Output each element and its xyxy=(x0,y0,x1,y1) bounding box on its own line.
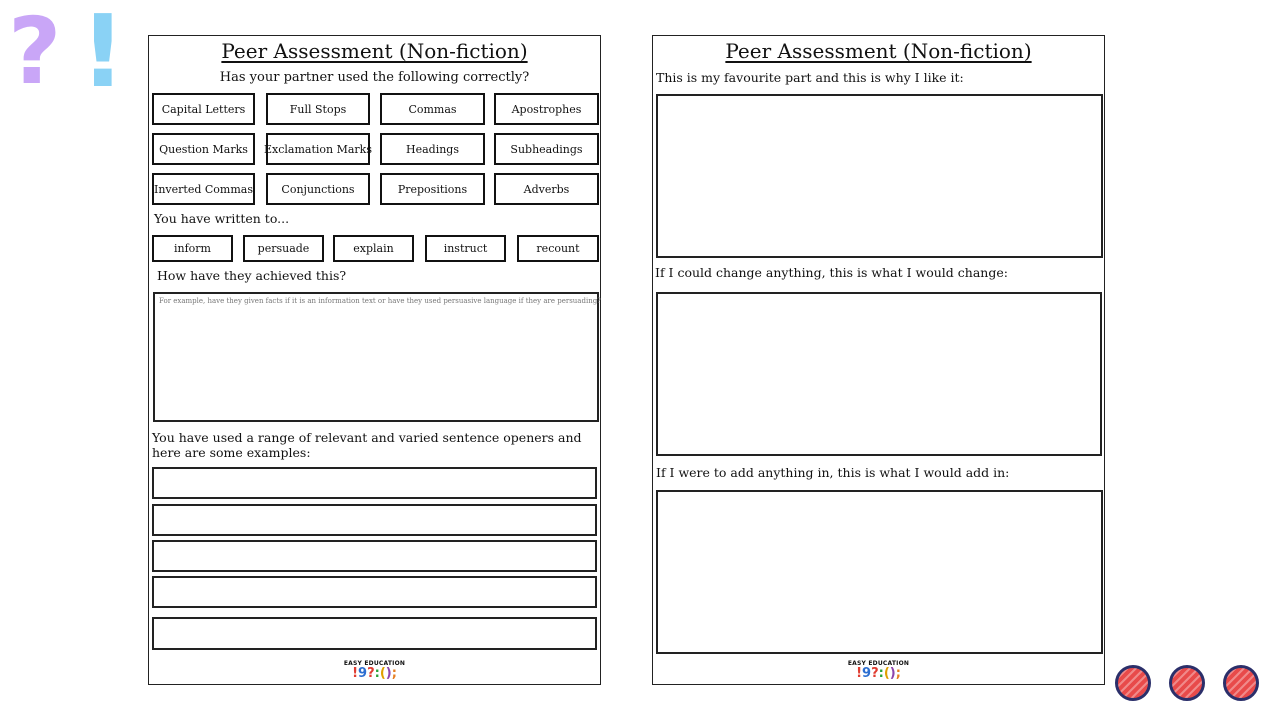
footer-logo xyxy=(653,660,1104,680)
chip-subheadings[interactable]: Subheadings xyxy=(494,133,599,165)
chip-instruct[interactable]: instruct xyxy=(425,235,506,262)
opener-example-box[interactable] xyxy=(152,576,597,608)
chip-inverted-commas[interactable]: Inverted Commas xyxy=(152,173,255,205)
logo-glyph: ? xyxy=(367,666,375,681)
logo-glyph: ; xyxy=(391,666,397,681)
logo-glyph: ! xyxy=(352,666,359,681)
nav-button-home[interactable] xyxy=(1169,665,1205,701)
footer-brand: EASY EDUCATION xyxy=(343,660,406,667)
logo-glyph: ) xyxy=(385,666,392,681)
opener-example-box[interactable] xyxy=(152,504,597,536)
openers-label: You have used a range of relevant and varied sentence openers and here are some examples: xyxy=(152,430,582,460)
logo-glyph: : xyxy=(878,666,884,681)
favourite-label: This is my favourite part and this is why I like it: xyxy=(656,70,964,85)
checklist-prompt: Has your partner used the following correctly? xyxy=(219,70,530,85)
chip-conjunctions[interactable]: Conjunctions xyxy=(266,173,370,205)
peer-assessment-sheet-checklist xyxy=(148,35,601,685)
achieved-hint: For example, have they given facts if it is an information text or have they used persuasive language if they are persuading? xyxy=(159,297,601,305)
chip-commas[interactable]: Commas xyxy=(380,93,485,125)
chip-persuade[interactable]: persuade xyxy=(243,235,324,262)
logo-glyph: ) xyxy=(889,666,896,681)
add-response-box[interactable] xyxy=(656,490,1103,654)
sheet-title: Peer Assessment (Non-fiction) xyxy=(221,39,528,63)
logo-glyph: ? xyxy=(871,666,879,681)
chip-apostrophes[interactable]: Apostrophes xyxy=(494,93,599,125)
logo-glyph: 9 xyxy=(862,666,872,681)
logo-glyph: ! xyxy=(856,666,863,681)
footer-glyphs xyxy=(149,667,600,680)
sheet-title: Peer Assessment (Non-fiction) xyxy=(725,39,1032,63)
change-label: If I could change anything, this is what I would change: xyxy=(655,265,1008,280)
opener-example-box[interactable] xyxy=(152,540,597,572)
chip-exclamation-marks[interactable]: Exclamation Marks xyxy=(266,133,370,165)
chip-full-stops[interactable]: Full Stops xyxy=(266,93,370,125)
footer-brand: EASY EDUCATION xyxy=(847,660,910,667)
opener-example-box[interactable] xyxy=(152,617,597,650)
opener-example-box[interactable] xyxy=(152,467,597,499)
exclamation-mark-decoration: ! xyxy=(80,0,126,110)
chip-recount[interactable]: recount xyxy=(517,235,599,262)
logo-glyph: 9 xyxy=(358,666,368,681)
logo-glyph: ( xyxy=(379,666,386,681)
achieved-label: How have they achieved this? xyxy=(157,268,347,283)
footer-logo xyxy=(149,660,600,680)
question-mark-decoration: ? xyxy=(8,0,62,105)
favourite-response-box[interactable] xyxy=(656,94,1103,258)
chip-adverbs[interactable]: Adverbs xyxy=(494,173,599,205)
logo-glyph: ; xyxy=(895,666,901,681)
written-to-label: You have written to... xyxy=(154,211,290,226)
nav-button-previous[interactable] xyxy=(1115,665,1151,701)
chip-inform[interactable]: inform xyxy=(152,235,233,262)
chip-capital-letters[interactable]: Capital Letters xyxy=(152,93,255,125)
chip-headings[interactable]: Headings xyxy=(380,133,485,165)
add-label: If I were to add anything in, this is what I would add in: xyxy=(656,465,1010,480)
change-response-box[interactable] xyxy=(656,292,1102,456)
peer-assessment-sheet-reflection xyxy=(652,35,1105,685)
nav-button-next[interactable] xyxy=(1223,665,1259,701)
footer-glyphs xyxy=(653,667,1104,680)
achieved-response-box[interactable] xyxy=(153,292,599,422)
logo-glyph: : xyxy=(374,666,380,681)
chip-question-marks[interactable]: Question Marks xyxy=(152,133,255,165)
logo-glyph: ( xyxy=(883,666,890,681)
chip-prepositions[interactable]: Prepositions xyxy=(380,173,485,205)
chip-explain[interactable]: explain xyxy=(333,235,414,262)
